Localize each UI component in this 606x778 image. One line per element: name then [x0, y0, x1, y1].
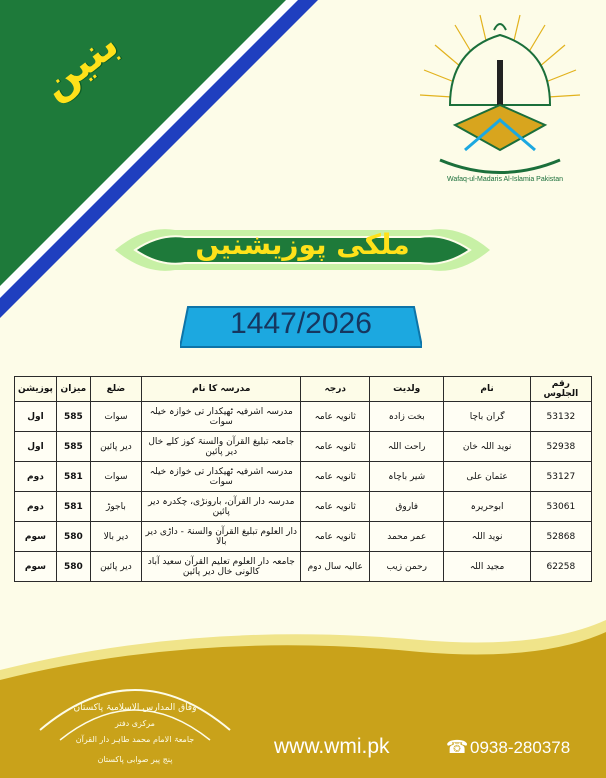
cell-grade: ثانویہ عامہ [301, 492, 370, 522]
cell-name: گران باچا [444, 402, 530, 432]
column-header-district: ضلع [90, 377, 141, 402]
cell-school: مدرسہ اشرفیہ ٹھیکدار تی خوازہ خیلہ سوات [142, 462, 301, 492]
cell-name: نوید اللہ [444, 522, 530, 552]
column-header-position: پوزیشن [15, 377, 57, 402]
table-row [15, 462, 592, 492]
cell-position: دوم [15, 462, 57, 492]
cell-roll: 53061 [530, 492, 591, 522]
cell-name: ابوحریرہ [444, 492, 530, 522]
table-row [15, 432, 592, 462]
cell-father: رحمن زیب [369, 552, 443, 582]
column-header-father: ولدیت [369, 377, 443, 402]
cell-father: راحت اللہ [369, 432, 443, 462]
cell-father: بخت زادہ [369, 402, 443, 432]
cell-marks: 581 [56, 492, 90, 522]
table-header-row [15, 377, 592, 402]
cell-district: سوات [90, 402, 141, 432]
cell-school: جامعہ تبلیغ القرآن والسنۃ کوز کلے خال دیر پائین [142, 432, 301, 462]
cell-school: مدرسہ اشرفیہ ٹھیکدار تی خوازہ خیلہ سوات [142, 402, 301, 432]
cell-district: سوات [90, 462, 141, 492]
page-title: ملکی پوزیشنیں [195, 228, 410, 261]
cell-name: مجید اللہ [444, 552, 530, 582]
cell-father: فاروق [369, 492, 443, 522]
column-header-roll: رقم الجلوس [530, 377, 591, 402]
cell-father: شیر باچاہ [369, 462, 443, 492]
cell-position: سوم [15, 552, 57, 582]
emblem-line4: پنج پیر صوابی پاکستان [97, 755, 173, 764]
phone-number: 0938-280378 [470, 738, 571, 757]
column-header-name: نام [444, 377, 530, 402]
cell-grade: ثانویہ عامہ [301, 402, 370, 432]
cell-roll: 62258 [530, 552, 591, 582]
cell-roll: 52938 [530, 432, 591, 462]
table-row [15, 522, 592, 552]
cell-name: عثمان علی [444, 462, 530, 492]
cell-position: دوم [15, 492, 57, 522]
cell-grade: ثانویہ عامہ [301, 522, 370, 552]
website-link[interactable]: www.wmi.pk [274, 735, 390, 758]
phone-icon: ☎ [446, 737, 469, 758]
cell-district: دیر پائین [90, 552, 141, 582]
cell-marks: 580 [56, 522, 90, 552]
cell-roll: 52868 [530, 522, 591, 552]
logo-caption: Wafaq-ul-Madaris Al-Islamia Pakistan [446, 176, 564, 183]
cell-marks: 581 [56, 462, 90, 492]
corner-label: بنین [32, 21, 127, 109]
column-header-marks: میزان [56, 377, 90, 402]
cell-father: عمر محمد [369, 522, 443, 552]
cell-roll: 53132 [530, 402, 591, 432]
wafaq-logo-icon [410, 10, 590, 190]
table-row [15, 402, 592, 432]
emblem-line1: وفاق المدارس الاسلامیۃ پاکستان [73, 703, 197, 713]
cell-grade: عالیہ سال دوم [301, 552, 370, 582]
cell-marks: 580 [56, 552, 90, 582]
cell-marks: 585 [56, 402, 90, 432]
emblem-line3: جامعۃ الامام محمد طاہر دار القرآن [75, 735, 195, 744]
cell-district: دیر بالا [90, 522, 141, 552]
cell-district: باجوڑ [90, 492, 141, 522]
cell-school: مدرسہ دار القرآن، بارونڑی، چکدرہ دیر پائین [142, 492, 301, 522]
results-table [14, 376, 592, 582]
cell-position: اول [15, 402, 57, 432]
cell-district: دیر پائین [90, 432, 141, 462]
cell-name: نوید اللہ خان [444, 432, 530, 462]
cell-grade: ثانویہ عامہ [301, 462, 370, 492]
emblem-line2: مرکزی دفتر [115, 719, 155, 728]
footer-emblem-logo [20, 660, 250, 770]
cell-position: سوم [15, 522, 57, 552]
cell-school: دار العلوم تبلیغ القرآن والسنۃ - داڑی دیر بالا [142, 522, 301, 552]
table-row [15, 552, 592, 582]
cell-grade: ثانویہ عامہ [301, 432, 370, 462]
column-header-school: مدرسہ کا نام [142, 377, 301, 402]
cell-school: جامعہ دار العلوم تعلیم القرآن سعید آباد کالونی خال دیر پائین [142, 552, 301, 582]
cell-roll: 53127 [530, 462, 591, 492]
cell-position: اول [15, 432, 57, 462]
cell-marks: 585 [56, 432, 90, 462]
year-label: 1447/2026 [230, 307, 372, 340]
table-row [15, 492, 592, 522]
column-header-grade: درجہ [301, 377, 370, 402]
